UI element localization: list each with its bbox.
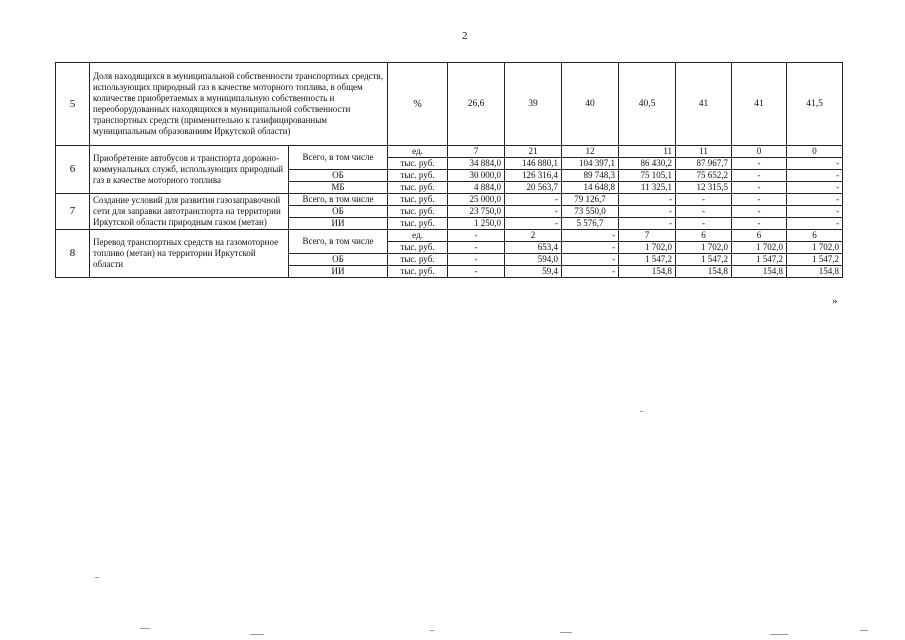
indicator-description: Доля находящихся в муниципальной собственности транспортных средств, использующих природный газ в качестве моторного топлива, в общем количестве приобретаемых в муниципальную собственность и переоборудованных находящихся в муниципальной собственности транспортных средств (применительно к газифицированным муниципальным образованиям Иркутской области) (90, 63, 388, 146)
funding-source: ОБ (289, 254, 388, 266)
value-cell: - (732, 218, 787, 230)
value-cell: - (732, 206, 787, 218)
value-cell: - (562, 242, 619, 254)
value-cell: - (505, 218, 562, 230)
value-cell: 23 750,0 (448, 206, 505, 218)
funding-source: ИИ (289, 266, 388, 278)
table-body (56, 63, 843, 278)
value-cell: 41 (732, 63, 787, 146)
value-cell: 41,5 (787, 63, 843, 146)
value-cell: - (787, 158, 843, 170)
value-cell: 40 (562, 63, 619, 146)
value-cell: - (619, 194, 676, 206)
value-cell: - (448, 254, 505, 266)
page-number: 2 (462, 30, 468, 42)
unit-cell: ед. (388, 230, 448, 242)
unit-cell: тыс. руб. (388, 242, 448, 254)
value-cell: 87 967,7 (676, 158, 732, 170)
unit-cell: тыс. руб. (388, 158, 448, 170)
unit-cell: ед. (388, 146, 448, 158)
value-cell: - (448, 230, 505, 242)
value-cell: - (562, 230, 619, 242)
funding-source: Всего, в том числе (289, 194, 388, 206)
row-number: 5 (56, 63, 90, 146)
value-cell: - (732, 182, 787, 194)
unit-cell: тыс. руб. (388, 206, 448, 218)
value-cell: 12 (562, 146, 619, 158)
indicator-unit: % (388, 63, 448, 146)
value-cell: - (676, 218, 732, 230)
value-cell: 39 (505, 63, 562, 146)
value-cell: 2 (505, 230, 562, 242)
value-cell: 40,5 (619, 63, 676, 146)
value-cell: - (787, 194, 843, 206)
value-cell: 154,8 (676, 266, 732, 278)
row-number: 6 (56, 146, 90, 194)
value-cell: 6 (787, 230, 843, 242)
value-cell: 126 316,4 (505, 170, 562, 182)
value-cell: 20 563,7 (505, 182, 562, 194)
row-number: 7 (56, 194, 90, 230)
value-cell: 79 126,7 (562, 194, 619, 206)
indicator-table-wrap (55, 62, 843, 278)
value-cell: 11 (619, 146, 676, 158)
value-cell: 0 (732, 146, 787, 158)
value-cell: - (676, 206, 732, 218)
value-cell: 1 702,0 (619, 242, 676, 254)
value-cell: 11 325,1 (619, 182, 676, 194)
value-cell: 7 (619, 230, 676, 242)
value-cell: 7 (448, 146, 505, 158)
unit-cell: тыс. руб. (388, 218, 448, 230)
value-cell: 41 (676, 63, 732, 146)
value-cell: 1 702,0 (787, 242, 843, 254)
value-cell: - (732, 158, 787, 170)
value-cell: 12 315,5 (676, 182, 732, 194)
value-cell: 11 (676, 146, 732, 158)
indicator-table (55, 62, 843, 278)
table-row (56, 146, 843, 158)
value-cell: - (562, 254, 619, 266)
value-cell: 75 105,1 (619, 170, 676, 182)
table-row (56, 194, 843, 206)
value-cell: 14 648,8 (562, 182, 619, 194)
value-cell: 21 (505, 146, 562, 158)
value-cell: - (448, 266, 505, 278)
value-cell: 1 547,2 (676, 254, 732, 266)
measure-description: Перевод транспортных средств на газомоторное топливо (метан) на территории Иркутской области (90, 230, 289, 278)
unit-cell: тыс. руб. (388, 182, 448, 194)
value-cell: 146 880,1 (505, 158, 562, 170)
value-cell: 5 576,7 (562, 218, 619, 230)
funding-source: ИИ (289, 218, 388, 230)
value-cell: 1 547,2 (619, 254, 676, 266)
value-cell: 104 397,1 (562, 158, 619, 170)
value-cell: - (448, 242, 505, 254)
table-row (56, 63, 843, 146)
value-cell: 0 (787, 146, 843, 158)
value-cell: 4 884,0 (448, 182, 505, 194)
value-cell: - (787, 218, 843, 230)
value-cell: - (505, 206, 562, 218)
value-cell: 26,6 (448, 63, 505, 146)
value-cell: 30 000,0 (448, 170, 505, 182)
funding-source: ОБ (289, 206, 388, 218)
value-cell: - (732, 194, 787, 206)
value-cell: 59,4 (505, 266, 562, 278)
value-cell: 86 430,2 (619, 158, 676, 170)
value-cell: 6 (732, 230, 787, 242)
value-cell: 1 702,0 (676, 242, 732, 254)
value-cell: - (732, 170, 787, 182)
unit-cell: тыс. руб. (388, 170, 448, 182)
value-cell: 594,0 (505, 254, 562, 266)
value-cell: 25 000,0 (448, 194, 505, 206)
unit-cell: тыс. руб. (388, 254, 448, 266)
funding-source: Всего, в том числе (289, 230, 388, 254)
value-cell: 89 748,3 (562, 170, 619, 182)
value-cell: 1 547,2 (732, 254, 787, 266)
value-cell: - (562, 266, 619, 278)
value-cell: 653,4 (505, 242, 562, 254)
value-cell: - (787, 182, 843, 194)
value-cell: 1 250,0 (448, 218, 505, 230)
value-cell: 75 652,2 (676, 170, 732, 182)
value-cell: 6 (676, 230, 732, 242)
funding-source: МБ (289, 182, 388, 194)
value-cell: 1 547,2 (787, 254, 843, 266)
table-row (56, 230, 843, 242)
value-cell: 34 884,0 (448, 158, 505, 170)
value-cell: - (619, 206, 676, 218)
value-cell: 154,8 (619, 266, 676, 278)
measure-description: Приобретение автобусов и транспорта дорожно-коммунальных служб, использующих природный газ в качестве моторного топлива (90, 146, 289, 194)
value-cell: 1 702,0 (732, 242, 787, 254)
value-cell: 73 550,0 (562, 206, 619, 218)
measure-description: Создание условий для развития газозаправочной сети для заправки автотранспорта на территории Иркутской области природным газом (метан) (90, 194, 289, 230)
closing-quote-mark: » (832, 295, 838, 307)
value-cell: - (505, 194, 562, 206)
value-cell: - (619, 218, 676, 230)
value-cell: - (676, 194, 732, 206)
value-cell: 154,8 (787, 266, 843, 278)
value-cell: - (787, 206, 843, 218)
funding-source: Всего, в том числе (289, 146, 388, 170)
funding-source: ОБ (289, 170, 388, 182)
unit-cell: тыс. руб. (388, 194, 448, 206)
value-cell: - (787, 170, 843, 182)
value-cell: 154,8 (732, 266, 787, 278)
unit-cell: тыс. руб. (388, 266, 448, 278)
row-number: 8 (56, 230, 90, 278)
